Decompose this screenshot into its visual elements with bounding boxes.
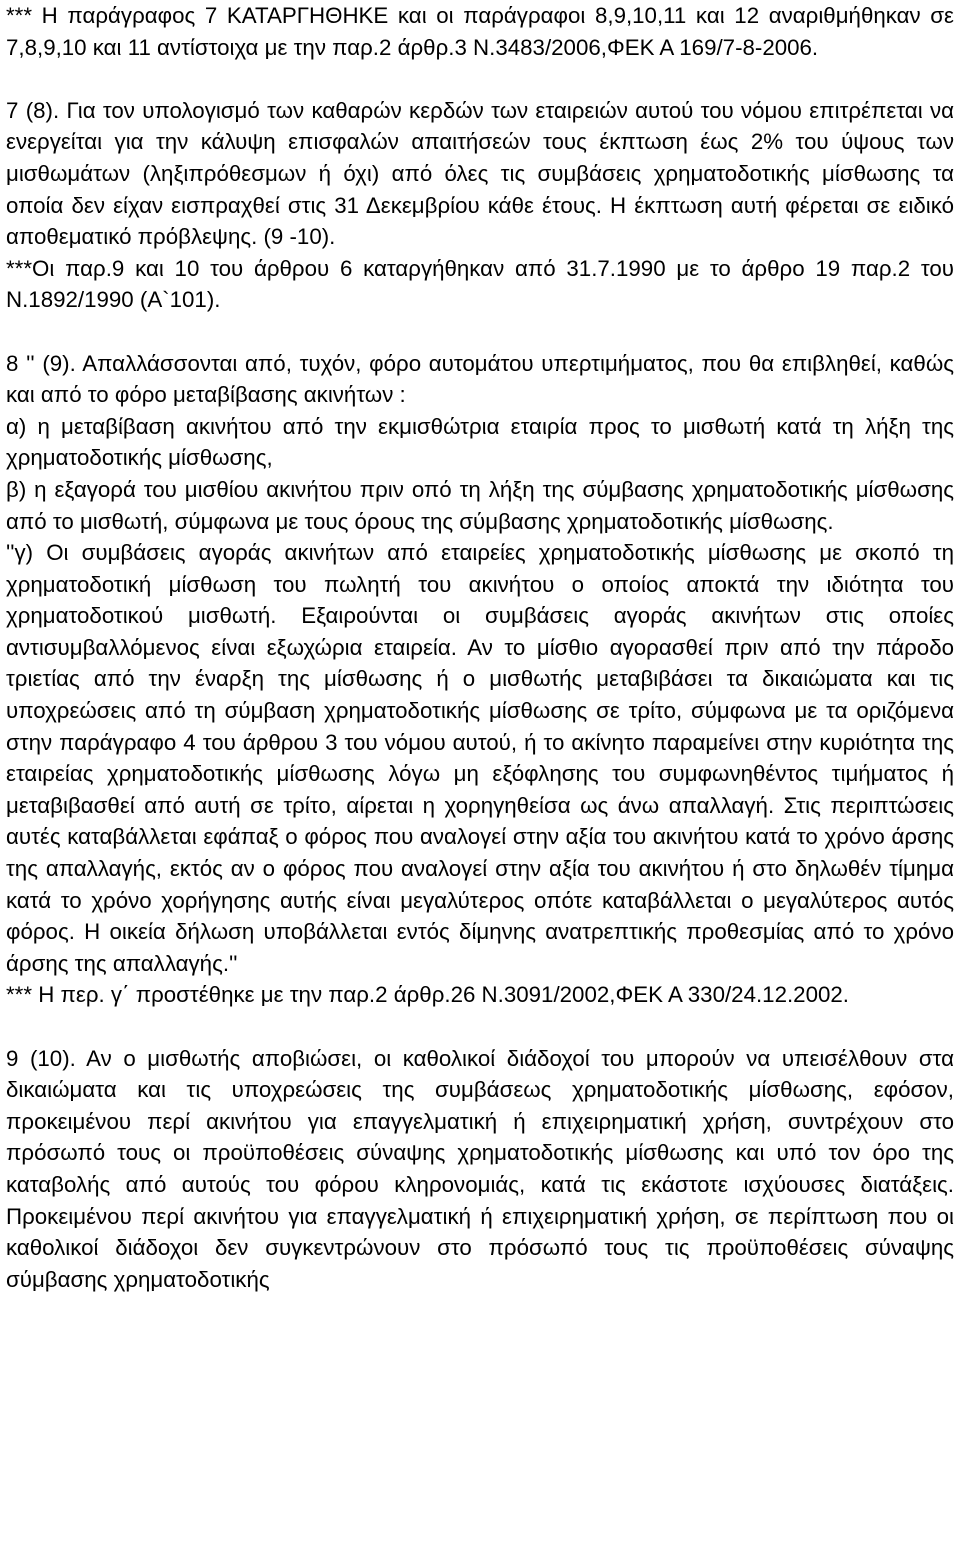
note-paragraph-renumbering: *** Η παράγραφος 7 ΚΑΤΑΡΓΗΘΗΚΕ και οι παράγραφοι 8,9,10,11 και 12 αναριθμήθηκαν σε 7,8,9,10 και 11 αντίστοιχα με την παρ.2 άρθρ.3 Ν.3483/2006,ΦΕΚ Α 169/7-8-2006.	[6, 3, 954, 60]
document-page	[6, 0, 954, 1295]
paragraph-8-item-c: ''γ) Οι συμβάσεις αγοράς ακινήτων από εταιρείες χρηματοδοτικής μίσθωσης με σκοπό τη χρηματοδοτική μίσθωση του πωλητή του ακινήτου ο οποίος αποκτά την ιδιότητα του χρηματοδοτικού μισθωτή. Εξαιρούνται οι συμβάσεις αγοράς ακινήτων στις οποίες αντισυμβαλλόμενος είναι εξωχώρια εταιρεία. Αν το μίσθιο αγορασθεί πριν από την πάροδο τριετίας από την έναρξη της μίσθωσης ή ο μισθωτής μεταβιβάσει τα δικαιώματα και τις υποχρεώσεις από τη σύμβαση χρηματοδοτικής μίσθωσης σε τρίτο, σύμφωνα με τα οριζόμενα στην παράγραφο 4 του άρθρου 3 του νόμου αυτού, ή το ακίνητο παραμείνει στην κυριότητα της εταιρείας χρηματοδοτικής μίσθωσης λόγω μη εξόφλησης του συμφωνηθέντος τιμήματος ή μεταβιβασθεί από αυτή σε τρίτο, αίρεται η χορηγηθείσα ως άνω απαλλαγή. Στις περιπτώσεις αυτές καταβάλλεται εφάπαξ ο φόρος που αναλογεί στην αξία του ακινήτου κατά το χρόνο άρσης της απαλλαγής, εκτός αν ο φόρος που αναλογεί στην αξία του ακινήτου ή στο δηλωθέν τίμημα κατά το χρόνο χορήγησης αυτής είναι μεγαλύτερος οπότε καταβάλλεται ο μεγαλύτερος αυτός φόρος. Η οικεία δήλωση υποβάλλεται εντός δίμηνης ανατρεπτικής προθεσμίας από το χρόνο άρσης της απαλλαγής.''	[6, 540, 954, 976]
note-paragraphs-9-10-repealed: ***Οι παρ.9 και 10 του άρθρου 6 καταργήθηκαν από 31.7.1990 με το άρθρο 19 παρ.2 του Ν.1892/1990 (Α`101).	[6, 255, 954, 313]
paragraph-8-item-a: α) η μεταβίβαση ακινήτου από την εκμισθώτρια εταιρία προς το μισθωτή κατά τη λήξη της χρηματοδοτικής μίσθωσης,	[6, 413, 954, 471]
spacer	[6, 63, 954, 95]
note-item-c-added: *** Η περ. γ΄ προστέθηκε με την παρ.2 άρθρ.26 Ν.3091/2002,ΦΕΚ Α 330/24.12.2002.	[6, 982, 849, 1008]
paragraph-7: 7 (8). Για τον υπολογισμό των καθαρών κερδών των εταιρειών αυτού του νόμου επιτρέπεται να ενεργείται για την κάλυψη επισφαλών απαιτήσεών τους έκπτωση έως 2% του ύψους των μισθωμάτων (ληξιπρόθεσμων ή όχι) από όλες τις συμβάσεις χρηματοδοτικής μίσθωσης τα οποία δεν είχαν εισπραχθεί στις 31 Δεκεμβρίου κάθε έτους. Η έκπτωση αυτή φέρεται σε ειδικό αποθεματικό πρόβλεψης. (9 -10).	[6, 97, 954, 250]
paragraph-8-item-b: β) η εξαγορά του μισθίου ακινήτου πριν οπό τη λήξη της σύμβασης χρηματοδοτικής μίσθωσης από το μισθωτή, σύμφωνα με τους όρους της σύμβασης χρηματοδοτικής μίσθωσης.	[6, 476, 954, 534]
spacer	[6, 1011, 954, 1043]
paragraph-8: 8 '' (9). Απαλλάσσονται από, τυχόν, φόρο αυτομάτου υπερτιμήματος, που θα επιβληθεί, καθώς και από το φόρο μεταβίβασης ακινήτων :	[6, 350, 954, 408]
paragraph-9: 9 (10). Αν ο μισθωτής αποβιώσει, οι καθολικοί διάδοχοί του μπορούν να υπεισέλθουν στα δικαιώματα και τις υποχρεώσεις της συμβάσεως χρηματοδοτικής μίσθωσης, εφόσον, προκειμένου περί ακινήτου για επαγγελματική ή επιχειρηματική χρήση, συντρέχουν στο πρόσωπό τους οι προϋποθέσεις σύναψης χρηματοδοτικής μίσθωσης και υπό τον όρο της καταβολής από αυτούς του φόρου κληρονομιάς, κατά τις εκάστοτε ισχύουσες διατάξεις. Προκειμένου περί ακινήτου για επαγγελματική ή επιχειρηματική χρήση, σε περίπτωση που οι καθολικοί διάδοχοι δεν συγκεντρώνουν στο πρόσωπό τους τις προϋποθέσεις σύναψης σύμβασης χρηματοδοτικής	[6, 1045, 954, 1292]
spacer	[6, 316, 954, 348]
